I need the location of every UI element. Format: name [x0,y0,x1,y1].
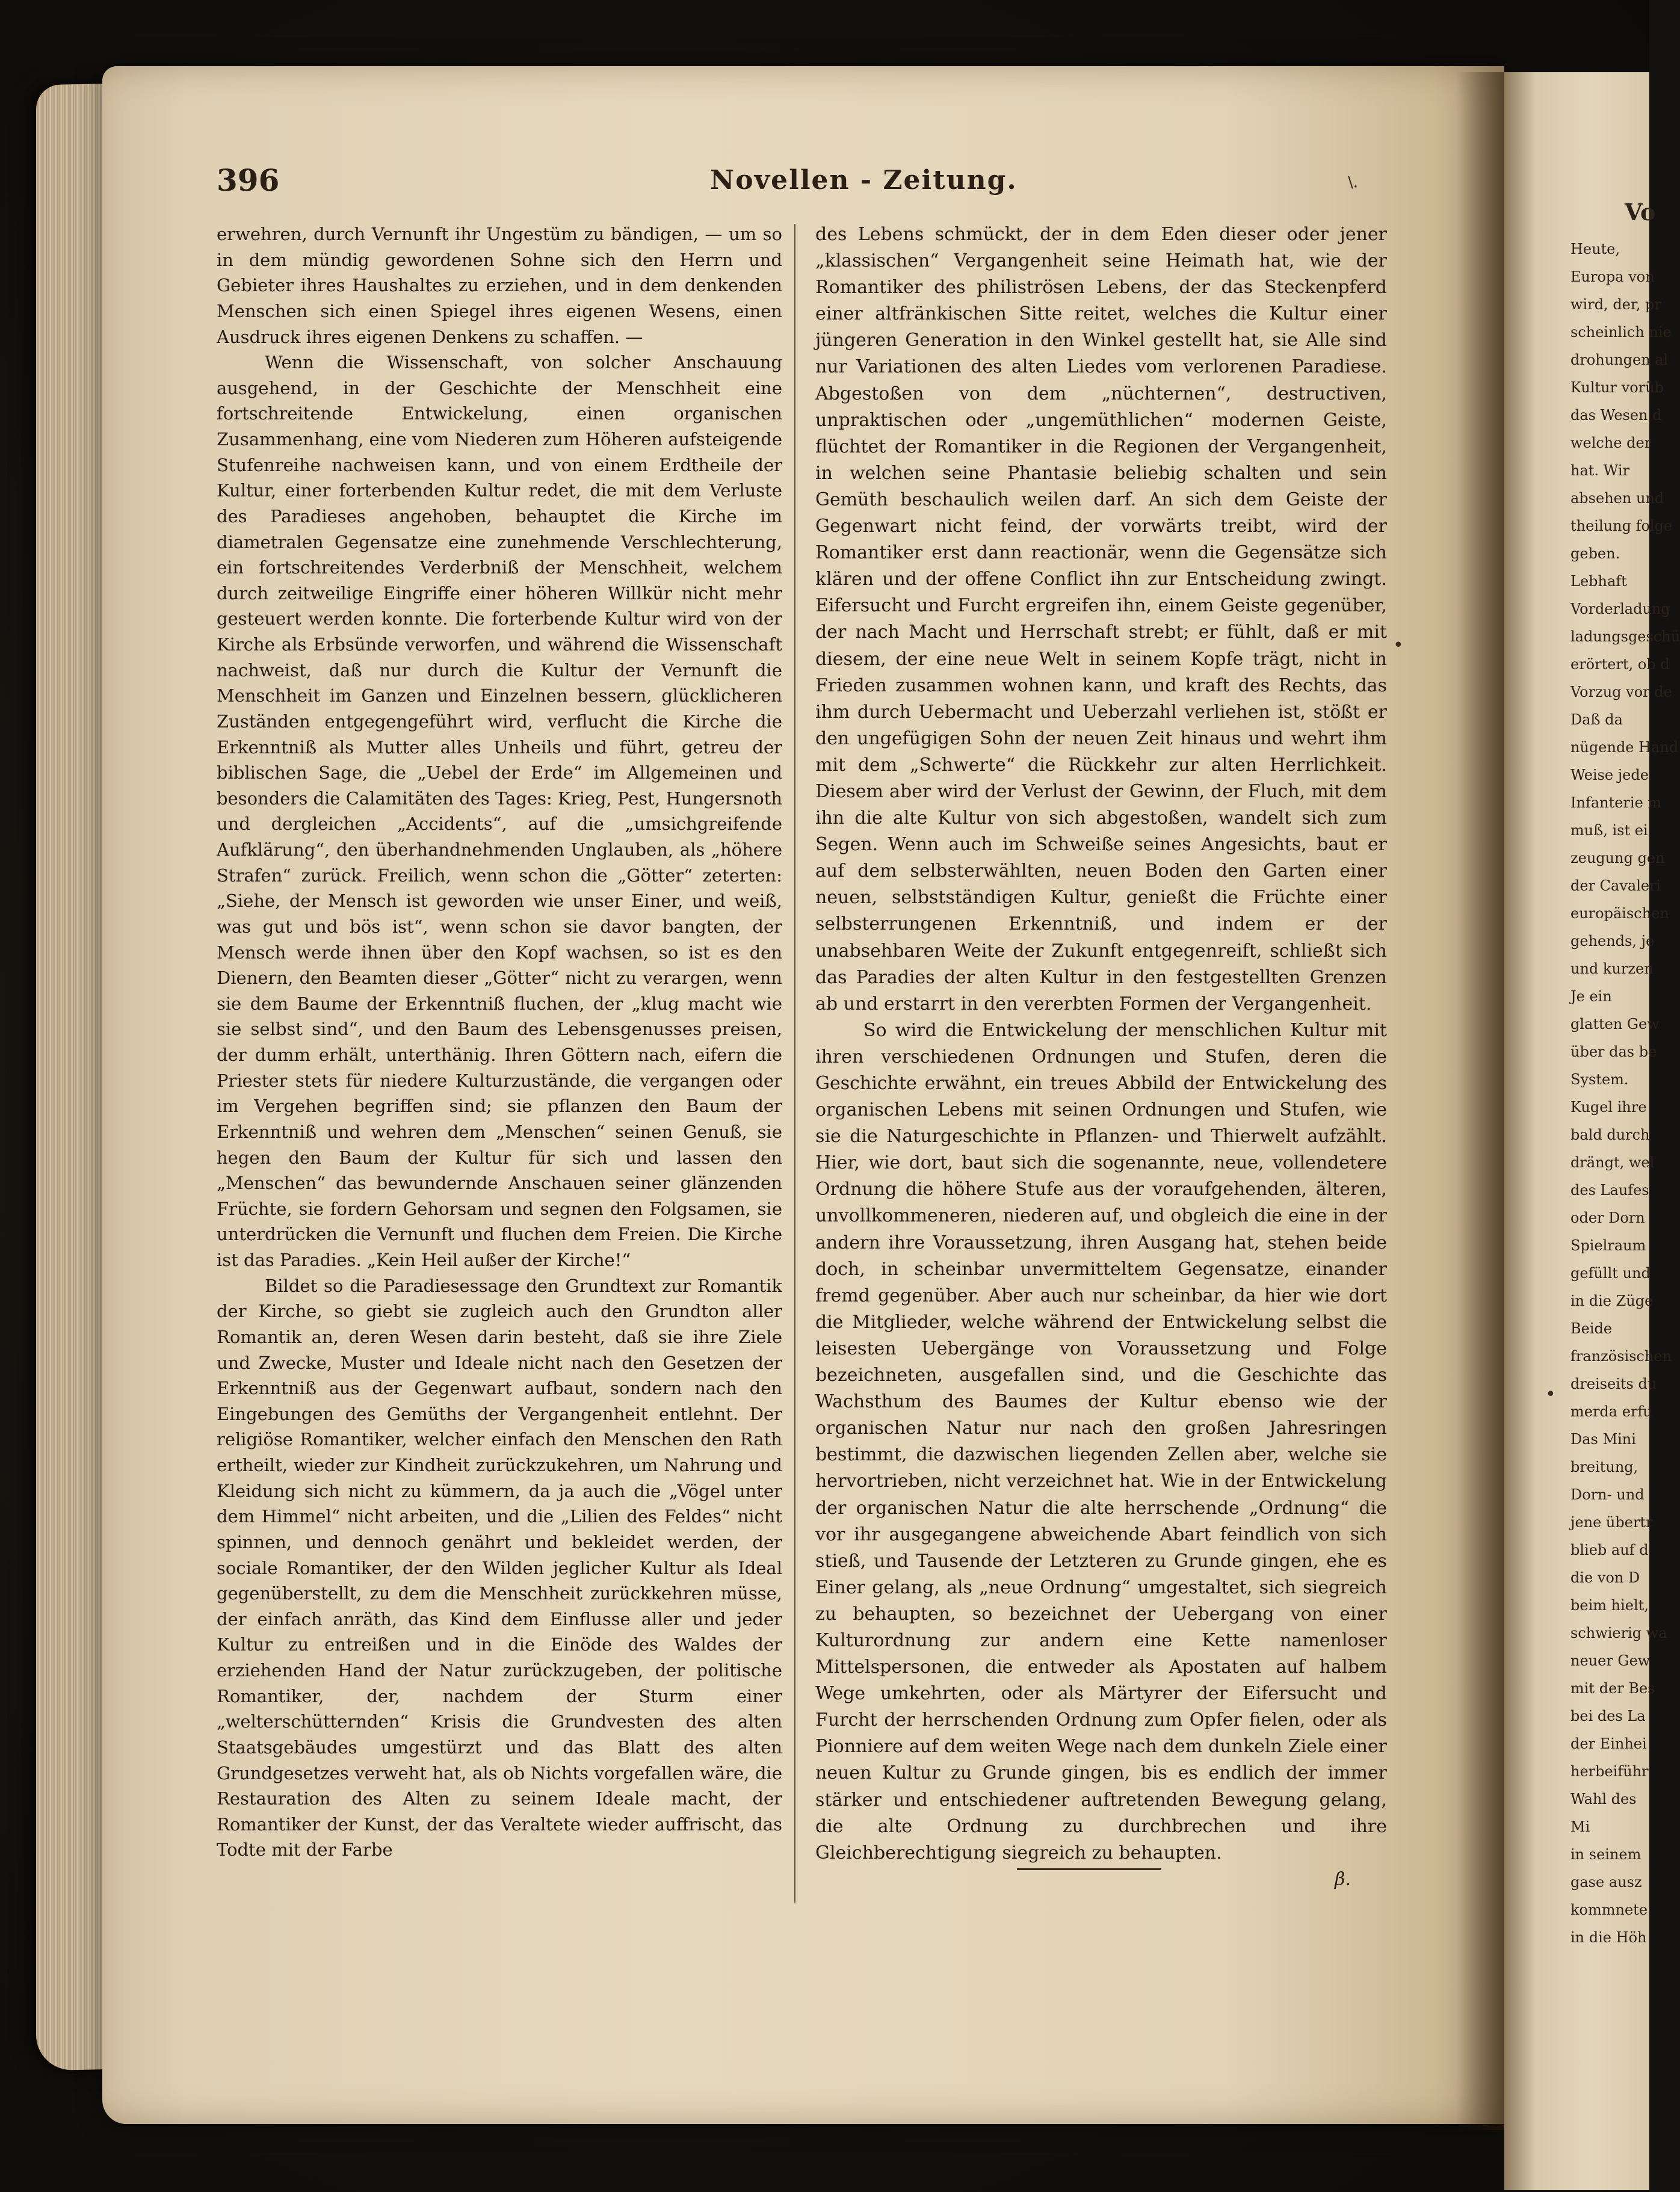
right-page-line: neuer Gew [1570,1652,1651,1669]
right-page-line: und kurzen [1570,960,1654,977]
right-page-line: geben. [1570,545,1620,562]
right-page-line: wird, der, pr [1570,296,1661,313]
right-page-line: Weise jede [1570,767,1649,783]
right-page-line: Kultur vorüb [1570,379,1664,396]
right-page-line: merda erfu [1570,1403,1652,1420]
right-page-line: gase ausz [1570,1874,1642,1891]
paragraph: So wird die Entwickelung der menschlichen Kultur mit ihren verschiedenen Ordnungen und Stufen, deren die Geschichte erwähnt, ein treues Abbild der Entwickelung des organischen Lebens mit seinen Ordnungen und Stufen, wie sie die Naturgeschichte in Pflanzen- und Thierwelt aufzählt. Hier, wie dort, baut sich die sogenannte, neue, vollendetere Ordnung die höhere Stufe aus der voraufgehenden, älteren, unvollkommeneren, niederen auf, und obgleich die eine in der andern ihre Voraussetzung, ihren Ausgang hat, stehen beide doch, in scheinbar unvermitteltem Gegensatze, einander fremd gegenüber. Aber auch nur scheinbar, da hier wie dort die Mitglieder, welche während der Entwickelung selbst die leisesten Uebergänge von Voraussetzung und Folge bezeichneten, ausgefallen sind, und die Geschichte das Wachsthum des Baumes der Kultur ebenso wie der organischen Natur nur nach den großen Jahresringen bestimmt, die dazwischen liegenden Zellen aber, welche sie hervortrieben, nicht verzeichnet hat. Wie in der Entwickelung der organischen Natur die alte herrschende „Ordnung“ die vor ihr ausgegangene abweichende Abart feindlich von sich stieß, und Tausende der Letzteren zu Grunde gingen, ehe es Einer gelang, als „neue Ordnung“ umgestaltet, sich siegreich zu behaupten, so bezeichnet der Uebergang von einer Kulturordnung zur andern eine Kette namenloser Mittelspersonen, die entweder als Apostaten auf halbem Wege umkehrten, oder als Märtyrer der Eifersucht und Furcht der herrschenden Ordnung zum Opfer fielen, oder als Pionniere auf dem weiten Wege nach dem dunkeln Ziele einer neuen Kultur zu Grunde gingen, bis es endlich der immer stärker und entschiedener auftretenden Bewegung gelang, die alte Ordnung zu durchbrechen und ihre Gleichberechtigung siegreich zu behaupten. [815,1019,1387,1863]
margin-dot: • [1545,1384,1556,1405]
right-page-header: Vo [1625,199,1656,226]
right-page-line: Lebhaft [1570,573,1627,590]
right-page-line: Je ein [1570,988,1612,1005]
right-page-line: zeugung gen [1570,850,1665,866]
right-page-line: schwierig wa [1570,1625,1667,1641]
right-page-line: die von D [1570,1569,1640,1586]
right-page-line: europäischen [1570,905,1669,922]
right-page-line: in die Höh [1570,1929,1647,1946]
right-page-line: kommnete [1570,1901,1648,1918]
right-page-line: Mi [1570,1818,1590,1835]
right-page-line: Beide [1570,1320,1613,1337]
right-page-line: jene übertr [1570,1514,1653,1531]
right-page-line: in seinem [1570,1846,1641,1863]
right-page-line: Kugel ihre [1570,1099,1647,1116]
right-page-line: Spielraum [1570,1237,1646,1254]
right-page-line: muß, ist ei [1570,822,1648,839]
right-page-line: das Wesen d [1570,407,1662,424]
article-end-rule [1017,1868,1161,1870]
right-page-line: des Laufes [1570,1182,1649,1199]
right-page-line: absehen und [1570,490,1664,507]
right-page-line: ladungsgeschü [1570,628,1680,645]
right-page-line: drängt, wel [1570,1154,1655,1171]
right-page-line: Infanterie m [1570,794,1662,811]
right-page-line: der Cavaleri [1570,877,1661,894]
running-title: Novellen - Zeitung. [710,165,1018,196]
page-header [217,162,1372,211]
right-page-line: gehends, je [1570,933,1655,949]
right-page-line: hat. Wir [1570,462,1630,479]
right-page-line: welche der [1570,434,1652,451]
right-page-line: der Einhei [1570,1735,1647,1752]
right-page-line: beim hielt, [1570,1597,1649,1614]
right-page-line: Vorzug vor de [1570,684,1672,700]
right-page-line: blieb auf d [1570,1542,1649,1558]
right-page-line: herbeiführ [1570,1763,1649,1780]
right-page-line: in die Züge [1570,1292,1654,1309]
right-page-line: bei des La [1570,1708,1646,1724]
right-page-line: Europa von [1570,268,1655,285]
paragraph: erwehren, durch Vernunft ihr Ungestüm zu bändigen, — um so in dem mündig gewordenen Sohne sich den Herrn und Gebieter ihres Haushaltes zu erziehen, und in dem denkenden Menschen sich einen Spiegel ihres eigenen Wesens, einen Ausdruck ihres eigenen Denkens zu schaffen. — [217,224,782,347]
right-page-line: Heute, [1570,241,1620,258]
paragraph: des Lebens schmückt, der in dem Eden dieser oder jener „klassischen“ Vergangenheit seine Heimath hat, wie der Romantiker des philiströsen Lebens, der das Steckenpferd einer altfränkischen Sitte reitet, welches die Kultur einer jüngeren Generation in den Winkel gestellt hat, sie Alle sind nur Variationen des alten Liedes vom verlorenen Paradiese. Abgestoßen von dem „nüchternen“, destructiven, unpraktischen oder „ungemüthlichen“ modernen Geiste, flüchtet der Romantiker in die Regionen der Vergangenheit, in welchen seine Phantasie beliebig schalten und sein Gemüth beschaulich weilen darf. An sich dem Geiste der Gegenwart nicht feind, der vorwärts treibt, wird der Romantiker erst dann reactionär, wenn die Gegensätze sich klären und der offene Conflict ihn zur Entscheidung zwingt. Eifersucht und Furcht ergreifen ihn, einem Geiste gegenüber, der nach Macht und Herrschaft strebt; er fühlt, daß er mit diesem, der eine neue Welt in seinem Kopfe trägt, nicht in Frieden zusammen wohnen kann, und kraft des Rechts, das ihm durch Uebermacht und Ueberzahl verliehen ist, stößt er den ungefügigen Sohn der neuen Zeit hinaus und wehrt ihm mit dem „Schwerte“ die Rückkehr zur alten Herrlichkeit. Diesem aber wird der Verlust der Gewinn, der Fluch, mit dem ihn die alte Kultur von sich abgestoßen, wandelt sich zum Segen. Wenn auch im Schweiße seines Angesichts, baut er auf dem selbsterwählten, neuen Boden den Garten einer neuen, selbstständigen Kultur, genießt die Früchte einer selbsterrungenen Erkenntniß, und indem er der unabsehbaren Weite der Zukunft entgegenreift, schließt sich das Paradies der alten Kultur in den festgestellten Grenzen ab und erstarrt in den vererbten Formen der Vergangenheit. [815,224,1387,1014]
right-page-line: Dorn- und [1570,1486,1644,1503]
right-page-line: breitung, [1570,1459,1638,1475]
top-mark: \. [1348,173,1359,191]
right-page-line: oder Dorn [1570,1209,1645,1226]
column-divider [794,224,795,1903]
right-page-line: glatten Gew [1570,1016,1660,1033]
page-number: 396 [217,162,280,198]
right-page-line: Das Mini [1570,1431,1636,1448]
right-page-line: drohungen al [1570,351,1669,368]
right-page-line: scheinlich nie [1570,324,1672,341]
right-page-line: über das be [1570,1043,1657,1060]
right-page-line: Daß da [1570,711,1623,728]
right-page-line: Wahl des [1570,1791,1637,1808]
left-text-column [217,221,782,1900]
right-page-line: theilung folge [1570,517,1673,534]
right-page-line: gefüllt und [1570,1265,1651,1282]
right-page-line: französischen [1570,1348,1672,1365]
right-page-line: dreiseits du [1570,1375,1657,1392]
right-page-line: bald durch [1570,1126,1650,1143]
right-page-line: mit der Bes [1570,1680,1655,1697]
author-signature: β. [1335,1868,1351,1890]
right-page-line: System. [1570,1071,1629,1088]
right-page-line: Vorderladung [1570,600,1670,617]
paragraph: Bildet so die Paradiesessage den Grundtext zur Romantik der Kirche, so giebt sie zugleich auch den Grundton aller Romantik an, deren Wesen darin besteht, daß sie ihre Ziele und Zwecke, Muster und Ideale nicht nach den Gesetzen der Erkenntniß aus der Gegenwart aufbaut, sondern nach den Eingebungen des Gemüths der Vergangenheit entlehnt. Der religiöse Romantiker, welcher einfach den Menschen den Rath ertheilt, wieder zur Kindheit zurückzukehren, um Nahrung und Kleidung sich nicht zu kümmern, da ja auch die „Vögel unter dem Himmel“ nicht arbeiten, und die „Lilien des Feldes“ nicht spinnen, und dennoch genährt und bekleidet werden, der sociale Romantiker, der den Wilden jeglicher Kultur als Ideal gegenüberstellt, zu dem die Menschheit zurückkehren müsse, der einfach anräth, das Kind dem Einflusse aller und jeder Kultur zu entreißen und in die Einöde des Waldes der erziehenden Hand der Natur zurückzugeben, der politische Romantiker, der, nachdem der Sturm einer „welterschütternden“ Krisis die Grundvesten des alten Staatsgebäudes umgestürzt und das Blatt des alten Grundgesetzes verweht hat, als ob Nichts vorgefallen wäre, die Restauration des Alten zu seinem Ideale macht, der Romantiker der Kunst, der das Veraltete wieder auffrischt, das Todte mit der Farbe [217,1275,782,1860]
paragraph: Wenn die Wissenschaft, von solcher Anschauung ausgehend, in der Geschichte der Menschheit eine fortschreitende Entwickelung, einen organischen Zusammenhang, eine vom Niederen zum Höheren aufsteigende Stufenreihe nachweisen kann, und von einem Erdtheile der Kultur, einer forterbenden Kultur redet, die mit dem Verluste des Paradieses angehoben, behauptet die Kirche im diametralen Gegensatze eine zunehmende Verschlechterung, ein fortschreitendes Verderbniß der Menschheit, welchem durch zeitweilige Eingriffe einer höheren Willkür nicht mehr gesteuert werden konnte. Die forterbende Kultur wird von der Kirche als Erbsünde verworfen, und während die Wissenschaft nachweist, daß nur durch die Kultur der Vernunft die Menschheit im Ganzen und Einzelnen bessern, glücklicheren Zuständen entgegengeführt wird, verflucht die Kirche die Erkenntniß als Mutter alles Unheils und führt, getreu der biblischen Sage, die „Uebel der Erde“ im Allgemeinen und besonders die Calamitäten des Tages: Krieg, Pest, Hungersnoth und dergleichen „Accidents“, auf die „umsichgreifende Aufklärung“, den überhandnehmenden Unglauben, als „höhere Strafen“ zurück. Freilich, wenn schon die „Götter“ zeterten: „Siehe, der Mensch ist geworden wie unser Einer, und weiß, was gut und bös ist“, wenn schon sie davor bangten, der Mensch werde ihnen über den Kopf wachsen, so ist es den Dienern, den Beamten dieser „Götter“ nicht zu verargen, wenn sie dem Baume der Erkenntniß fluchen, der „klug macht wie sie selbst sind“, und den Baum des Lebensgenusses preisen, der dumm erhält, unterthänig. Ihren Göttern nach, eifern die Priester stets für niedere Kulturzustände, die vergangen oder im Vergehen begriffen sind; sie pflanzen den Baum der Erkenntniß und wehren dem „Menschen“ seinen Genuß, sie hegen den Baum der Kultur für sich und lassen den „Menschen“ das bewundernde Anschauen seiner glänzenden Früchte, sie fordern Gehorsam und segnen den Folgsamen, sie unterdrücken die Vernunft und fluchen dem Freien. Die Kirche ist das Paradies. „Kein Heil außer der Kirche!“ [217,352,782,1270]
margin-dot: • [1393,635,1404,656]
right-page-line: erörtert, ob d [1570,656,1670,673]
right-text-column [815,221,1387,1900]
right-page-line: nügende Hand [1570,739,1679,756]
